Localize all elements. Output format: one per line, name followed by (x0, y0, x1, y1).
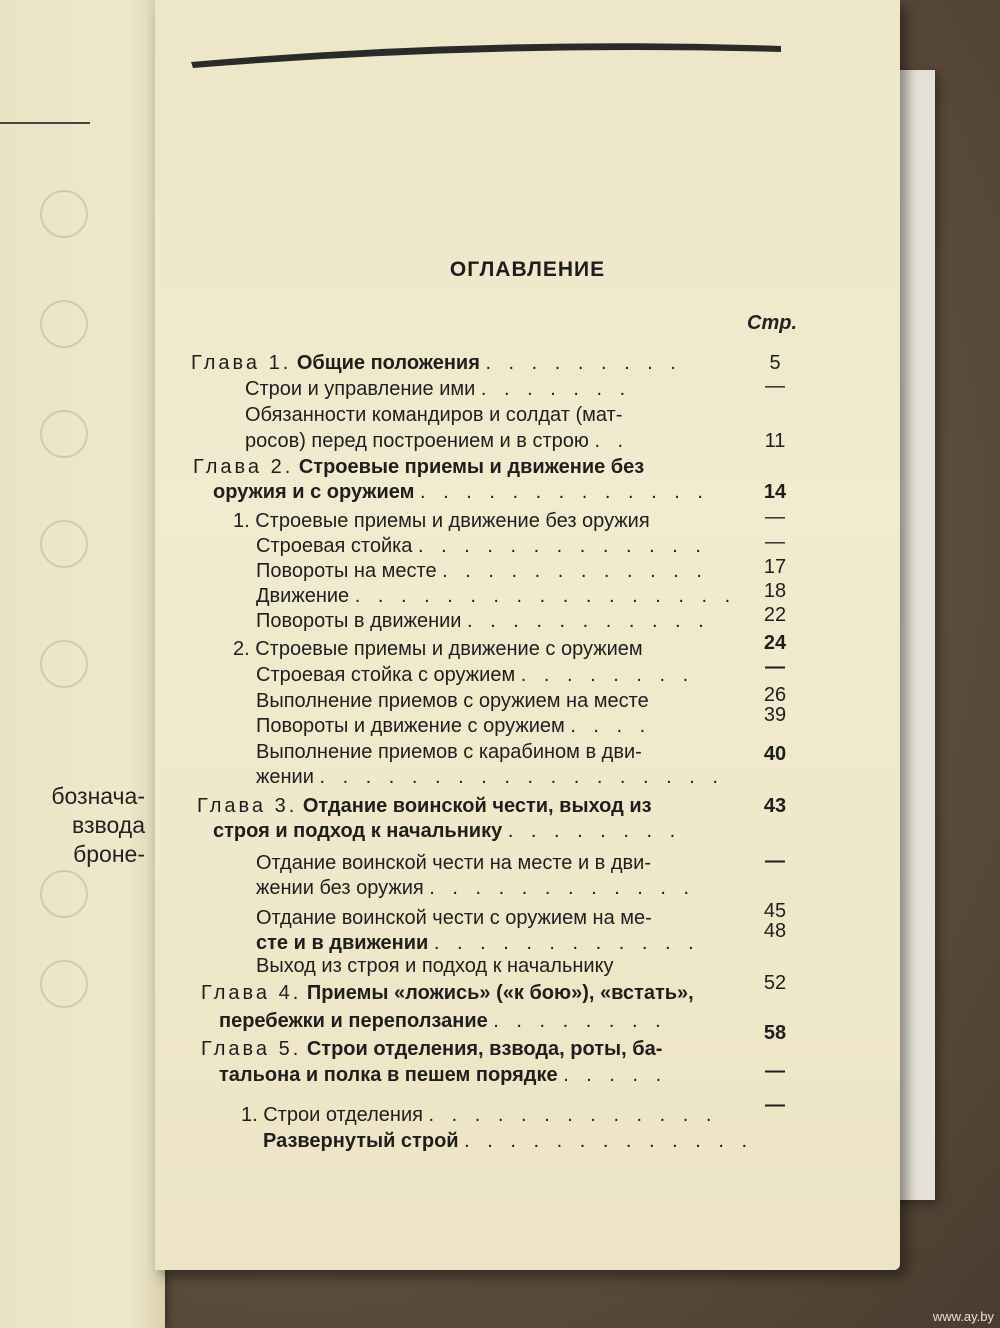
leader-dots: . . . . . . . . (493, 1010, 667, 1032)
toc-entry (219, 1010, 667, 1033)
toc-entry (219, 1064, 667, 1087)
page-title: ОГЛАВЛЕНИЕ (449, 258, 606, 281)
leader-dots: . . . . . . . . . . . . . (418, 535, 707, 557)
toc-entry (256, 766, 724, 789)
leader-dots: . . . . . . . . . . . . (433, 932, 700, 954)
toc-entry (256, 610, 710, 633)
toc-entry (191, 352, 682, 375)
entry-text: жении (256, 766, 314, 788)
entry-text: росов) перед построением и в строю (245, 430, 589, 452)
entry-text: Развернутый строй (263, 1130, 459, 1152)
left-page-line: взвода (72, 812, 145, 838)
leader-dots: . . . . . . . . . . . . (442, 560, 708, 582)
entry-text: Строевая стойка (256, 535, 413, 557)
toc-entry (256, 907, 652, 930)
chapter-label: Глава 1. (191, 352, 292, 374)
entry-text: Обязанности командиров и солдат (мат- (245, 404, 623, 426)
entry-text: Общие положения (296, 352, 480, 374)
entry-text: Строи и управление ими (245, 378, 476, 400)
leader-dots: . . . . . (563, 1064, 668, 1086)
page-number: 52 (763, 972, 787, 994)
entry-text: сте и в движении (256, 932, 429, 954)
toc-entry (256, 877, 695, 900)
leader-dots: . . . . . . . . . . . . (429, 877, 696, 899)
toc-entry (256, 741, 642, 764)
chapter-label: Глава 4. (201, 982, 302, 1004)
page-number: — (765, 375, 785, 397)
page-number: 58 (763, 1022, 787, 1044)
page-number: 40 (763, 743, 787, 765)
entry-text: Выполнение приемов с оружием на месте (256, 690, 649, 712)
entry-text: Выход из строя и подход к начальнику (256, 955, 614, 977)
entry-text: 1. Строевые приемы и движение без оружия (233, 510, 650, 532)
toc-entry (256, 585, 736, 608)
entry-text: Повороты на месте (256, 560, 437, 582)
entry-text: Отдание воинской чести, выход из (302, 795, 652, 817)
entry-text: Выполнение приемов с карабином в дви- (256, 741, 642, 763)
toc-entry (256, 852, 651, 875)
page-number: — (765, 506, 785, 528)
page-number: 24 (763, 632, 787, 654)
page-number: 48 (763, 920, 787, 942)
leader-dots: . . . . . . . . (507, 820, 682, 842)
entry-text: Повороты и движение с оружием (256, 715, 565, 737)
entry-text: строя и подход к начальнику (213, 820, 503, 842)
entry-text: Отдание воинской чести на месте и в дви- (256, 852, 651, 874)
toc-entry (233, 638, 643, 661)
faint-circle-icon (40, 960, 88, 1008)
toc-entry (256, 715, 651, 738)
page-number: — (765, 850, 785, 872)
toc-entry (201, 1038, 662, 1061)
chapter-label: Глава 3. (197, 795, 298, 817)
faint-circle-icon (40, 190, 88, 238)
faint-circle-icon (40, 520, 88, 568)
leader-dots: . . . . . . . . (520, 664, 695, 686)
leader-dots: . . . . (570, 715, 652, 737)
page-number: — (765, 1060, 785, 1082)
leader-dots: . . . . . . . . . . . . . (428, 1104, 718, 1126)
toc-entry (256, 690, 649, 713)
watermark: www.ay.by (932, 1309, 994, 1324)
leader-dots: . . . . . . . . . . . . . (420, 481, 709, 503)
toc-entry (201, 982, 694, 1005)
faint-circle-icon (40, 300, 88, 348)
top-ornament-icon (189, 32, 784, 72)
faint-circle-icon (40, 640, 88, 688)
toc-entry (233, 510, 650, 533)
page-number: 14 (763, 481, 787, 503)
entry-text: оружия и с оружием (213, 481, 415, 503)
faint-circle-icon (40, 870, 88, 918)
faint-circle-icon (40, 410, 88, 458)
toc-entry (245, 404, 622, 427)
toc-entry (256, 955, 614, 978)
toc-page (155, 0, 900, 1270)
left-page-line: броне- (73, 841, 145, 867)
page-number: 5 (769, 352, 781, 374)
left-page (0, 0, 165, 1328)
left-page-rule (0, 122, 90, 124)
page-number: — (765, 656, 785, 678)
entry-text: Приемы «ложись» («к бою»), «встать», (306, 982, 694, 1004)
entry-text: Движение (256, 585, 350, 607)
toc-entry (245, 378, 631, 401)
leader-dots: . . (594, 430, 630, 452)
entry-text: тальона и полка в пешем порядке (219, 1064, 558, 1086)
page-number: — (765, 531, 785, 553)
chapter-label: Глава 2. (193, 456, 294, 478)
toc-entry (256, 932, 700, 955)
toc-entry (256, 535, 707, 558)
entry-text: Повороты в движении (256, 610, 462, 632)
leader-dots: . . . . . . . . . . . (467, 610, 710, 632)
page-number: 45 (763, 900, 787, 922)
toc-entry (256, 560, 708, 583)
leader-dots: . . . . . . . (480, 378, 632, 400)
toc-entry (245, 430, 629, 453)
toc-entry (197, 795, 652, 818)
entry-text: Отдание воинской чести с оружием на ме- (256, 907, 652, 929)
left-page-text (51, 782, 145, 869)
toc-entry (193, 456, 644, 479)
entry-text: 1. Строи отделения (241, 1104, 423, 1126)
leader-dots: . . . . . . . . . (485, 352, 682, 374)
chapter-label: Глава 5. (201, 1038, 302, 1060)
toc-entry (263, 1130, 753, 1153)
toc-entry (213, 820, 681, 843)
entry-text: жении без оружия (256, 877, 424, 899)
entry-text: Строевые приемы и движение без (298, 456, 645, 478)
toc-entry (213, 481, 709, 504)
page-number: 39 (763, 704, 787, 726)
leader-dots: . . . . . . . . . . . . . . . . . . (319, 766, 724, 788)
page-column-header: Стр. (747, 312, 797, 334)
page-number: 11 (764, 430, 786, 452)
toc-entry (256, 664, 694, 687)
page-number: 26 (763, 684, 787, 706)
entry-text: Строевая стойка с оружием (256, 664, 516, 686)
page-number: 43 (763, 795, 787, 817)
left-page-line: бознача- (51, 783, 145, 809)
entry-text: перебежки и переползание (219, 1010, 488, 1032)
page-number: — (765, 1094, 785, 1116)
entry-text: Строи отделения, взвода, роты, ба- (306, 1038, 663, 1060)
leader-dots: . . . . . . . . . . . . . . . . . (354, 585, 737, 607)
entry-text: 2. Строевые приемы и движение с оружием (233, 638, 643, 660)
page-number: 22 (763, 604, 787, 626)
toc-entry (241, 1104, 717, 1127)
leader-dots: . . . . . . . . . . . . . (464, 1130, 754, 1152)
page-number: 18 (763, 580, 787, 602)
page-number: 17 (763, 556, 787, 578)
